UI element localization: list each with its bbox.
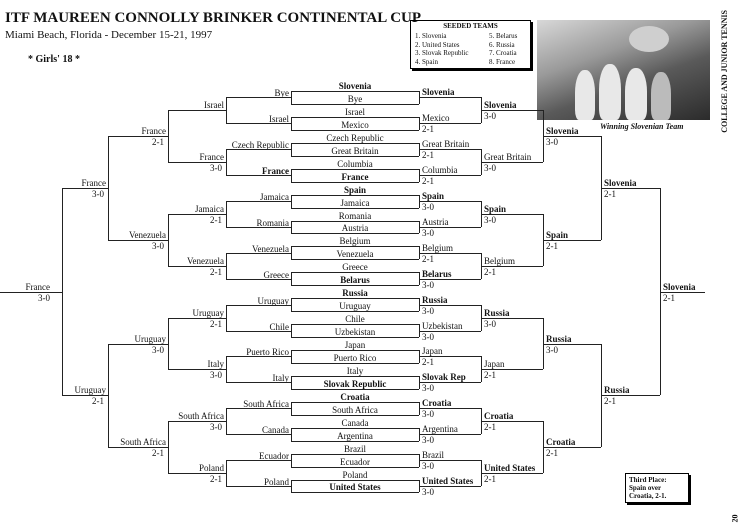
- center-team-30: Poland: [342, 469, 368, 480]
- center-team-line: [291, 104, 419, 105]
- left_r3-score-0: 2-1: [152, 137, 164, 148]
- seed-entry: 6. Russia: [489, 40, 515, 49]
- center-team-15: Belarus: [340, 275, 370, 286]
- right_r3-line: [543, 240, 601, 241]
- right_r1-team-9: Uzbekistan: [422, 320, 463, 331]
- center-team-line: [291, 415, 419, 416]
- right_r1-score-14: 3-0: [422, 461, 434, 472]
- right_r1-line: [419, 305, 481, 306]
- center-team-line: [291, 467, 419, 468]
- right_r2-score-4: 3-0: [484, 318, 496, 329]
- center-team-line: [291, 285, 419, 286]
- center-team-14: Greece: [342, 262, 368, 273]
- center-pair-left: [291, 169, 292, 182]
- right_r2-score-2: 3-0: [484, 215, 496, 226]
- center-team-11: Austria: [341, 223, 369, 234]
- left-final-line: [0, 292, 62, 293]
- right_r1-team-3: Columbia: [422, 165, 458, 176]
- right_r2-line: [481, 369, 543, 370]
- side-label-text: COLLEGE AND JUNIOR TENNIS: [720, 10, 729, 133]
- right_r1-line: [419, 434, 481, 435]
- center-team-line: [291, 221, 419, 222]
- left_r4-join: [108, 136, 109, 240]
- center-pair-left: [291, 246, 292, 259]
- right_r3-team-0: Slovenia: [546, 126, 579, 137]
- right_r3-score-0: 3-0: [546, 137, 558, 148]
- right_r4-score-1: 2-1: [604, 396, 616, 407]
- left_r3-join: [168, 421, 169, 473]
- left_r2-team-6: South Africa: [178, 411, 224, 422]
- photo-caption: Winning Slovenian Team: [600, 122, 684, 131]
- right_r2-line: [481, 162, 543, 163]
- left_r3-score-1: 3-0: [152, 240, 164, 251]
- left_r2-join: [226, 253, 227, 279]
- center-team-1: Bye: [347, 93, 363, 104]
- left-r1-team-10: Puerto Rico: [246, 347, 289, 358]
- left-r1-line: [226, 356, 291, 357]
- left_r2-line: [168, 369, 226, 370]
- left-r1-team-0: Bye: [274, 88, 289, 99]
- right_r1-line: [419, 123, 481, 124]
- left-r1-line: [226, 123, 291, 124]
- right_r1-team-6: Belgium: [422, 242, 453, 253]
- right_r1-team-0: Slovenia: [422, 87, 455, 98]
- left-r1-line: [226, 97, 291, 98]
- right_r1-line: [419, 175, 481, 176]
- right_r1-line: [419, 460, 481, 461]
- seed-entry: 3. Slovak Republic: [415, 49, 469, 57]
- right_r1-score-6: 2-1: [422, 253, 434, 264]
- center-team-line: [291, 91, 419, 92]
- center-team-line: [291, 156, 419, 157]
- center-pair-left: [291, 143, 292, 156]
- seeded-teams-box: [410, 20, 531, 69]
- center-team-27: Argentina: [337, 430, 373, 441]
- center-team-line: [291, 246, 419, 247]
- left_r2-join: [226, 97, 227, 123]
- center-team-line: [291, 389, 419, 390]
- right_r1-line: [419, 279, 481, 280]
- center-team-line: [291, 363, 419, 364]
- right_r3-score-1: 2-1: [546, 240, 558, 251]
- right_r1-line: [419, 382, 481, 383]
- right_r3-team-1: Spain: [546, 229, 569, 240]
- left_r2-score-1: 3-0: [210, 163, 222, 174]
- right_r3-score-2: 3-0: [546, 344, 558, 355]
- right_r1-team-10: Japan: [422, 346, 443, 357]
- center-team-16: Russia: [342, 288, 368, 299]
- left-r1-line: [226, 486, 291, 487]
- event-subtitle: Miami Beach, Florida - December 15-21, 1997: [5, 29, 213, 41]
- left-r1-team-15: Poland: [263, 476, 289, 487]
- left-r1-line: [226, 149, 291, 150]
- left_r2-line: [168, 266, 226, 267]
- left_r3-line: [108, 136, 168, 137]
- left_r2-score-2: 2-1: [210, 215, 222, 226]
- left_r2-join: [226, 460, 227, 486]
- center-team-line: [291, 402, 419, 403]
- right_r1-line: [419, 149, 481, 150]
- right_r4-team-0: Slovenia: [604, 178, 637, 189]
- center-team-line: [291, 480, 419, 481]
- left_r2-join: [226, 305, 227, 331]
- center-team-20: Japan: [344, 340, 366, 350]
- center-team-7: France: [341, 171, 369, 182]
- right_r1-line: [419, 97, 481, 98]
- right_r3-team-2: Russia: [546, 333, 572, 344]
- right_r2-team-7: United States: [484, 463, 536, 474]
- right_r2-score-1: 3-0: [484, 163, 496, 174]
- center-team-line: [291, 143, 419, 144]
- center-team-line: [291, 233, 419, 234]
- left_r2-team-3: Venezuela: [187, 255, 224, 266]
- right_r1-score-7: 3-0: [422, 279, 434, 290]
- left_r4-score-1: 2-1: [92, 396, 104, 407]
- right_r1-score-1: 2-1: [422, 124, 434, 135]
- left-r1-team-7: Greece: [263, 269, 289, 280]
- center-team-31: United States: [329, 482, 381, 493]
- center-pair-left: [291, 480, 292, 493]
- left_r2-line: [168, 473, 226, 474]
- center-pair-left: [291, 272, 292, 285]
- right_r2-team-0: Slovenia: [484, 100, 517, 111]
- left_r2-team-7: Poland: [198, 463, 224, 474]
- left-r1-team-1: Israel: [269, 114, 289, 125]
- left-r1-line: [226, 382, 291, 383]
- right_r2-score-0: 3-0: [484, 111, 496, 122]
- left_r2-score-6: 3-0: [210, 422, 222, 433]
- center-pair-left: [291, 376, 292, 389]
- center-team-25: South Africa: [332, 404, 378, 415]
- left_r3-team-3: South Africa: [120, 437, 166, 448]
- center-pair-left: [291, 350, 292, 363]
- left_r3-line: [108, 240, 168, 241]
- left-r1-line: [226, 175, 291, 176]
- right-final-team: Slovenia: [663, 281, 696, 292]
- center-team-line: [291, 492, 419, 493]
- right_r1-team-11: Slovak Rep: [422, 372, 466, 383]
- left_r3-join: [168, 318, 169, 370]
- center-team-3: Mexico: [341, 119, 369, 130]
- center-team-13: Venezuela: [336, 249, 374, 260]
- left_r2-join: [226, 356, 227, 382]
- right_r2-score-7: 2-1: [484, 474, 496, 485]
- left_r4-score-0: 3-0: [92, 189, 104, 200]
- seed-entry: 7. Croatia: [489, 49, 517, 57]
- left_r4-line: [62, 188, 108, 189]
- left-r1-line: [226, 305, 291, 306]
- right_r1-team-7: Belarus: [422, 268, 452, 279]
- left_r2-join: [226, 408, 227, 434]
- center-pair-left: [291, 454, 292, 467]
- right_r2-line: [481, 421, 543, 422]
- right_r1-score-8: 3-0: [422, 305, 434, 316]
- third-place-box: Third Place: Spain over Croatia, 2-1.: [625, 473, 689, 503]
- left_r4-join: [108, 344, 109, 448]
- left-r1-team-9: Chile: [269, 321, 289, 332]
- right_r1-score-13: 3-0: [422, 435, 434, 446]
- left_r2-score-7: 2-1: [210, 474, 222, 485]
- center-team-line: [291, 337, 419, 338]
- seed-entry: 5. Belarus: [489, 32, 518, 40]
- center-team-9: Jamaica: [340, 197, 370, 208]
- left_r2-line: [168, 318, 226, 319]
- right_r1-team-4: Spain: [422, 191, 445, 202]
- center-team-line: [291, 311, 419, 312]
- right_r2-team-4: Russia: [484, 307, 510, 318]
- left_r3-join: [168, 214, 169, 266]
- left_r3-team-1: Venezuela: [129, 229, 166, 240]
- left-r1-team-3: France: [262, 166, 289, 177]
- center-team-10: Romania: [338, 210, 372, 221]
- seed-entry: 2. United States: [415, 40, 460, 49]
- right_r1-team-15: United States: [422, 475, 474, 486]
- right-final-line: [660, 292, 705, 293]
- left_r2-line: [168, 421, 226, 422]
- center-team-24: Croatia: [340, 391, 370, 402]
- right_r2-team-6: Croatia: [484, 411, 514, 422]
- center-team-line: [291, 441, 419, 442]
- center-team-29: Ecuador: [340, 456, 370, 467]
- left-r1-line: [226, 253, 291, 254]
- left_r4-team-0: France: [81, 178, 106, 189]
- left_r2-score-4: 2-1: [210, 318, 222, 329]
- left-r1-team-11: Italy: [272, 373, 289, 384]
- right_r3-score-3: 2-1: [546, 448, 558, 459]
- left-r1-line: [226, 279, 291, 280]
- page-number: 20: [730, 514, 740, 523]
- left-r1-team-13: Canada: [262, 425, 289, 436]
- right_r1-line: [419, 201, 481, 202]
- right_r1-team-5: Austria: [422, 216, 449, 227]
- center-team-18: Chile: [345, 314, 365, 325]
- right_r3-team-3: Croatia: [546, 437, 576, 448]
- right_r4-line: [601, 395, 660, 396]
- seed-entry: 1. Slovenia: [415, 32, 447, 40]
- team-photo: [537, 20, 710, 120]
- right_r1-score-2: 2-1: [422, 150, 434, 161]
- center-pair-left: [291, 195, 292, 208]
- left-final-team: France: [25, 281, 50, 292]
- left_r2-join: [226, 149, 227, 175]
- right-final-score: 2-1: [663, 292, 675, 303]
- center-team-23: Slovak Republic: [323, 378, 387, 389]
- center-team-line: [291, 428, 419, 429]
- center-team-28: Brazil: [344, 443, 366, 454]
- right_r1-team-14: Brazil: [422, 450, 444, 461]
- right_r2-team-1: Great Britain: [484, 152, 532, 163]
- center-team-line: [291, 454, 419, 455]
- right_r1-team-2: Great Britain: [422, 139, 470, 150]
- center-team-line: [291, 182, 419, 183]
- left_r2-line: [168, 110, 226, 111]
- center-team-8: Spain: [343, 184, 367, 195]
- left_r2-line: [168, 214, 226, 215]
- page-title: ITF MAUREEN CONNOLLY BRINKER CONTINENTAL CUP: [5, 10, 422, 26]
- left_r2-join: [226, 201, 227, 227]
- center-team-line: [291, 117, 419, 118]
- center-team-5: Great Britain: [331, 145, 379, 156]
- right_r1-line: [419, 356, 481, 357]
- right_r2-team-5: Japan: [484, 359, 505, 370]
- left_r2-score-3: 2-1: [210, 266, 222, 277]
- right_r1-team-12: Croatia: [422, 398, 452, 409]
- right_r2-line: [481, 318, 543, 319]
- center-pair-left: [291, 117, 292, 130]
- left-r1-team-2: Czech Republic: [231, 140, 289, 151]
- division-label: * Girls' 18 *: [28, 54, 80, 65]
- left_r3-line: [108, 344, 168, 345]
- center-pair-left: [291, 221, 292, 234]
- left-r1-team-14: Ecuador: [259, 451, 289, 462]
- center-team-21: Puerto Rico: [333, 352, 377, 363]
- left_r3-line: [108, 447, 168, 448]
- center-team-22: Italy: [346, 365, 364, 376]
- right_r3-line: [543, 344, 601, 345]
- center-team-line: [291, 169, 419, 170]
- right_r1-team-8: Russia: [422, 294, 448, 305]
- center-team-6: Columbia: [337, 158, 373, 169]
- right_r1-line: [419, 408, 481, 409]
- right_r1-team-13: Argentina: [422, 424, 458, 435]
- seed-entry: 8. France: [489, 57, 516, 66]
- left-r1-team-6: Venezuela: [252, 243, 289, 254]
- right_r4-line: [601, 188, 660, 189]
- right_r1-line: [419, 227, 481, 228]
- right_r2-score-5: 2-1: [484, 370, 496, 381]
- left-r1-line: [226, 201, 291, 202]
- center-team-line: [291, 350, 419, 351]
- seed-entry: 4. Spain: [415, 57, 438, 66]
- center-team-line: [291, 324, 419, 325]
- left-r1-team-8: Uruguay: [257, 295, 289, 306]
- right_r2-line: [481, 473, 543, 474]
- center-pair-left: [291, 324, 292, 337]
- left-r1-line: [226, 434, 291, 435]
- center-team-2: Israel: [345, 106, 365, 117]
- left_r2-line: [168, 162, 226, 163]
- center-pair-left: [291, 402, 292, 415]
- right_r2-line: [481, 214, 543, 215]
- center-pair-left: [291, 428, 292, 441]
- right_r1-line: [419, 486, 481, 487]
- right_r2-team-3: Belgium: [484, 255, 515, 266]
- left-r1-line: [226, 408, 291, 409]
- seeded-teams-heading: SEEDED TEAMS: [443, 22, 498, 30]
- center-team-0: Slovenia: [338, 81, 372, 91]
- center-team-line: [291, 208, 419, 209]
- center-team-line: [291, 376, 419, 377]
- right_r2-line: [481, 266, 543, 267]
- right_r2-line: [481, 110, 543, 111]
- left-r1-team-4: Jamaica: [260, 192, 289, 203]
- center-team-line: [291, 272, 419, 273]
- left_r2-team-5: Italy: [207, 359, 224, 370]
- left-r1-line: [226, 460, 291, 461]
- left_r4-line: [62, 395, 108, 396]
- right_r1-score-9: 3-0: [422, 331, 434, 342]
- left_r3-join: [168, 110, 169, 162]
- right_r2-team-2: Spain: [484, 204, 507, 215]
- right_r1-score-10: 2-1: [422, 357, 434, 368]
- left-r1-team-5: Romania: [256, 217, 289, 228]
- center-team-12: Belgium: [339, 236, 371, 247]
- left-r1-line: [226, 331, 291, 332]
- right_r2-score-6: 2-1: [484, 422, 496, 433]
- left_r3-team-0: France: [141, 126, 166, 137]
- right_r4-score-0: 2-1: [604, 189, 616, 200]
- left_r2-score-5: 3-0: [210, 370, 222, 381]
- left_r2-team-2: Jamaica: [195, 204, 224, 215]
- center-team-line: [291, 298, 419, 299]
- right_r1-line: [419, 331, 481, 332]
- right_r3-line: [543, 136, 601, 137]
- left_r3-score-3: 2-1: [152, 448, 164, 459]
- left_r2-team-4: Uruguay: [192, 307, 224, 318]
- center-team-line: [291, 259, 419, 260]
- right_r1-score-5: 3-0: [422, 227, 434, 238]
- right_r1-score-3: 2-1: [422, 176, 434, 187]
- right_r1-score-11: 3-0: [422, 383, 434, 394]
- right_r1-score-15: 3-0: [422, 486, 434, 497]
- center-team-line: [291, 195, 419, 196]
- left_r2-team-0: Israel: [204, 100, 224, 111]
- left_r3-score-2: 3-0: [152, 344, 164, 355]
- right_r1-team-1: Mexico: [422, 113, 450, 124]
- left-r1-line: [226, 227, 291, 228]
- center-pair-left: [291, 298, 292, 311]
- right_r4-team-1: Russia: [604, 385, 630, 396]
- right_r3-line: [543, 447, 601, 448]
- section-side-label: [720, 10, 746, 180]
- right_r2-score-3: 2-1: [484, 266, 496, 277]
- center-team-line: [291, 130, 419, 131]
- right_r1-line: [419, 253, 481, 254]
- center-team-26: Canada: [341, 417, 369, 428]
- left-r1-team-12: South Africa: [243, 399, 289, 410]
- center-team-19: Uzbekistan: [334, 327, 376, 338]
- left_r3-team-2: Uruguay: [134, 333, 166, 344]
- left-final-score: 3-0: [38, 292, 50, 303]
- right_r1-score-4: 3-0: [422, 202, 434, 213]
- center-team-17: Uruguay: [339, 301, 371, 312]
- left_r4-team-1: Uruguay: [74, 385, 106, 396]
- center-team-4: Czech Republic: [326, 132, 384, 143]
- right_r1-score-12: 3-0: [422, 409, 434, 420]
- center-pair-left: [291, 91, 292, 104]
- left_r2-team-1: France: [199, 152, 224, 163]
- left-final-join: [62, 188, 63, 395]
